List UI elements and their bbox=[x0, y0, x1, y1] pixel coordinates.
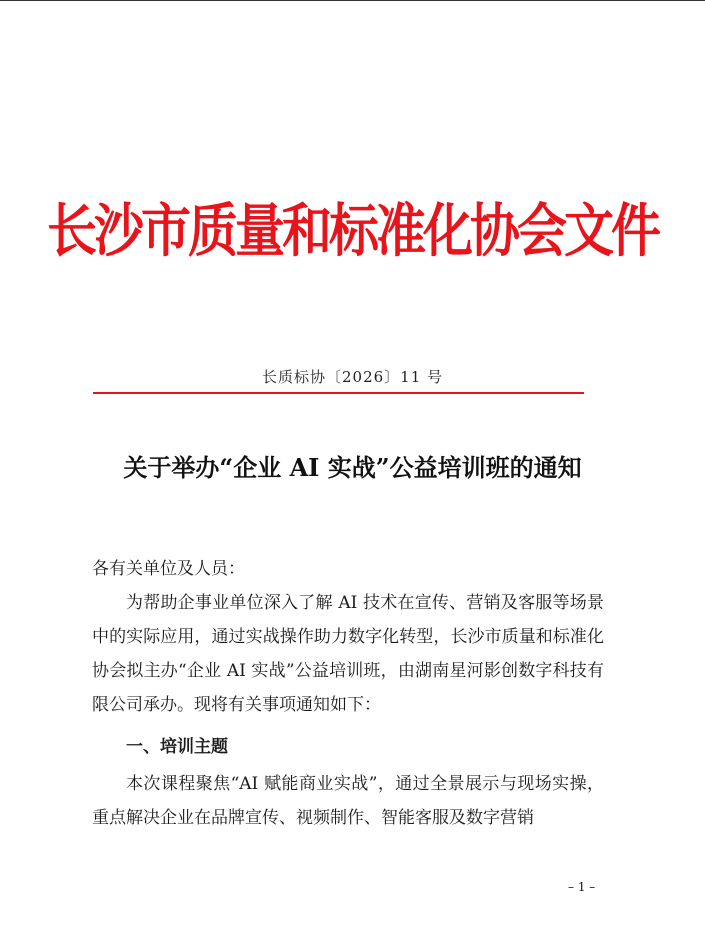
body-paragraph: 本次课程聚焦“AI 赋能商业实战”，通过全景展示与现场实操，重点解决企业在品牌宣传、视频制作、智能客服及数字营销 bbox=[92, 774, 604, 828]
salutation: 各有关单位及人员： bbox=[92, 559, 245, 579]
document-masthead: 长沙市质量和标准化协会文件 bbox=[47, 196, 658, 265]
document-title: 关于举办“企业 AI 实战”公益培训班的通知 bbox=[123, 453, 582, 482]
red-separator-line bbox=[93, 392, 584, 394]
page-top-border bbox=[0, 0, 705, 1]
body-paragraph: 为帮助企事业单位深入了解 AI 技术在宣传、营销及客服等场景中的实际应用，通过实战操作助力数字化转型，长沙市质量和标准化协会拟主办“企业 AI 实战”公益培训班，由湖南星河影创数字科技有限公司承办。现将有关事项通知如下： bbox=[92, 593, 604, 715]
document-number: 长质标协〔2026〕11 号 bbox=[261, 368, 444, 386]
section-heading: 一、培训主题 bbox=[126, 737, 228, 757]
page-number: – 1 – bbox=[568, 880, 596, 894]
